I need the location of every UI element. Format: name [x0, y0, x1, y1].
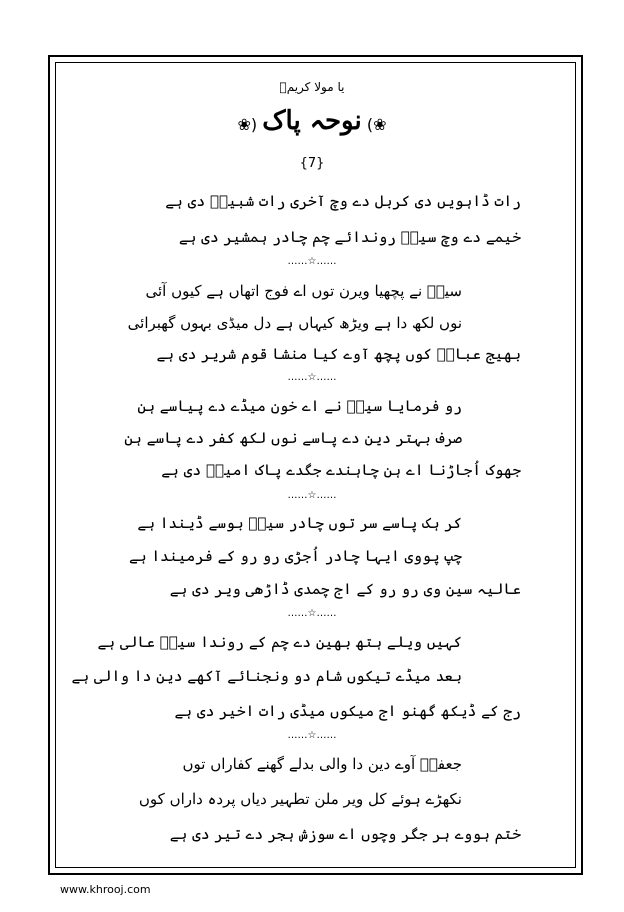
separator: ……☆……: [287, 490, 337, 501]
ornament-right-icon: ❀): [366, 115, 387, 134]
footer-url: www.khrooj.com: [60, 883, 151, 896]
verse-line: صرف بہتر دین دے پاسے نوں لکھ کفر دے پاسے ہن: [124, 429, 462, 447]
separator: ……☆……: [287, 256, 337, 267]
invocation-text: یا مولا کریمؑ: [279, 80, 345, 94]
separator: ……☆……: [287, 730, 337, 741]
verse-line: رج کے ڈیکھ گھنو اج میکوں میڈی رات اخیر دی ہے: [174, 702, 521, 720]
verse-line: نکھڑے ہوئے کل ویر ملن تطہیر دیاں پردہ داراں کوں: [138, 790, 462, 808]
title-row: [0, 106, 624, 136]
verse-line: چپ پووی ایہا چادر اُجڑی رو رو کے فرمیندا ہے: [129, 547, 462, 565]
verse-line: ختم ہووے ہر جگر وچوں اے سوزش ہجر دے تیر دی ہے: [169, 825, 521, 843]
verse-line: رات ڈاہویں دی کربل دے وچ آخری رات شبیرؑ دی ہے: [165, 192, 521, 210]
verse-line: بھیج عباسؑ کوں پچھ آوے کیا منشا قوم شریر دی ہے: [156, 345, 521, 363]
poem-number: {7}: [299, 156, 325, 171]
verse-line: بعد میڈے تیکوں شام دو ونجنائے آکھے دین دا والی ہے: [71, 667, 462, 685]
verse-line: خیمے دے وچ سیدؑ روندائے چم چادر ہمشیر دی ہے: [178, 228, 521, 246]
verse-line: رو فرمایا سیدؑ نے اے خون میڈے دے پیاسے ہن: [137, 397, 462, 415]
ornament-left-icon: (❀: [237, 115, 258, 134]
separator: ……☆……: [287, 608, 337, 619]
page-title: نوحہ پاک: [262, 106, 362, 136]
verse-line: جعفرؔ آوے دین دا والی بدلے گھنے کفاراں توں: [182, 755, 462, 773]
verse-line: نوں لکھ دا ہے ویڑھ کیہاں ہے دل میڈی بہوں گھبرائی: [127, 314, 462, 332]
verse-line: عالیہ سین وی رو رو کے اج چمدی ڈاڑھی ویر دی ہے: [169, 580, 521, 598]
verse-line: جھوک اُجاڑنا اے ہن چاہندے جگدے پاک امیرؑ دی ہے: [161, 461, 521, 479]
separator: ……☆……: [287, 372, 337, 383]
verse-line: کر ہک پاسے سر توں چادر سیدؑ بوسے ڈیندا ہے: [137, 514, 462, 532]
verse-line: کہیں ویلے ہتھ بھین دے چم کے روندا سیدؑ عالی ہے: [97, 633, 462, 651]
verse-line: سینؑ نے پچھیا ویرن توں اے فوج اتھاں ہے کیوں آئی: [145, 282, 462, 300]
